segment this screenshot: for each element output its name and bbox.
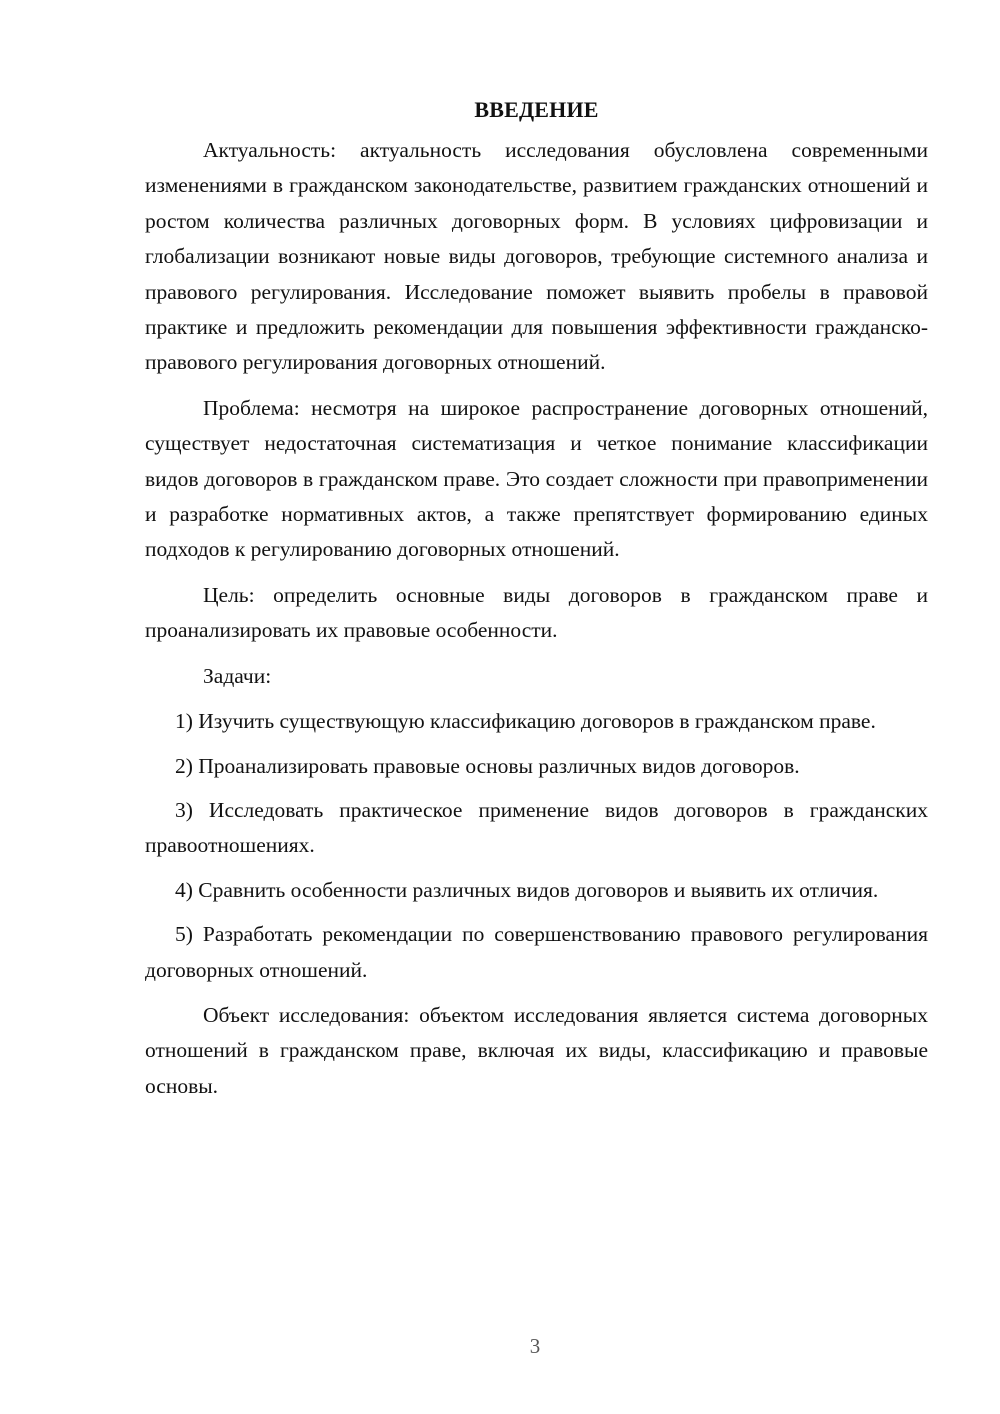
- relevance-paragraph: Актуальность: актуальность исследования обусловлена современными изменениями в гражданском законодательстве, развитием гражданских отношений и ростом количества различных договорных форм. В условиях цифровизации и глобализации возникают новые виды договоров, требующие системного анализа и правового регулирования. Исследование поможет выявить пробелы в правовой практике и предложить рекомендации для повышения эффективности гражданско-правового регулирования договорных отношений.: [145, 138, 928, 375]
- page-content: [145, 92, 928, 1104]
- object-paragraph: Объект исследования: объектом исследования является система договорных отношений в гражданском праве, включая их виды, классификацию и правовые основы.: [145, 1002, 928, 1098]
- task-item-4: 4) Сравнить особенности различных видов договоров и выявить их отличия.: [175, 877, 879, 902]
- task-item-3: 3) Исследовать практическое применение видов договоров в гражданских правоотношениях.: [145, 797, 928, 858]
- task-item-5: 5) Разработать рекомендации по совершенствованию правового регулирования договорных отношений.: [145, 922, 928, 982]
- section-heading: ВВЕДЕНИЕ: [474, 97, 599, 122]
- page-number: 3: [529, 1334, 541, 1358]
- task-item-2: 2) Проанализировать правовые основы различных видов договоров.: [175, 753, 800, 778]
- tasks-heading: Задачи:: [203, 663, 272, 688]
- problem-paragraph: Проблема: несмотря на широкое распространение договорных отношений, существует недостаточная систематизация и четкое понимание классификации видов договоров в гражданском праве. Это создает сложности при правоприменении и разработке нормативных актов, а также препятствует формированию единых подходов к регулированию договорных отношений.: [145, 395, 928, 562]
- task-item-1: 1) Изучить существующую классификацию договоров в гражданском праве.: [175, 709, 876, 734]
- goal-paragraph: Цель: определить основные виды договоров в гражданском праве и проанализировать их правовые особенности.: [145, 582, 928, 643]
